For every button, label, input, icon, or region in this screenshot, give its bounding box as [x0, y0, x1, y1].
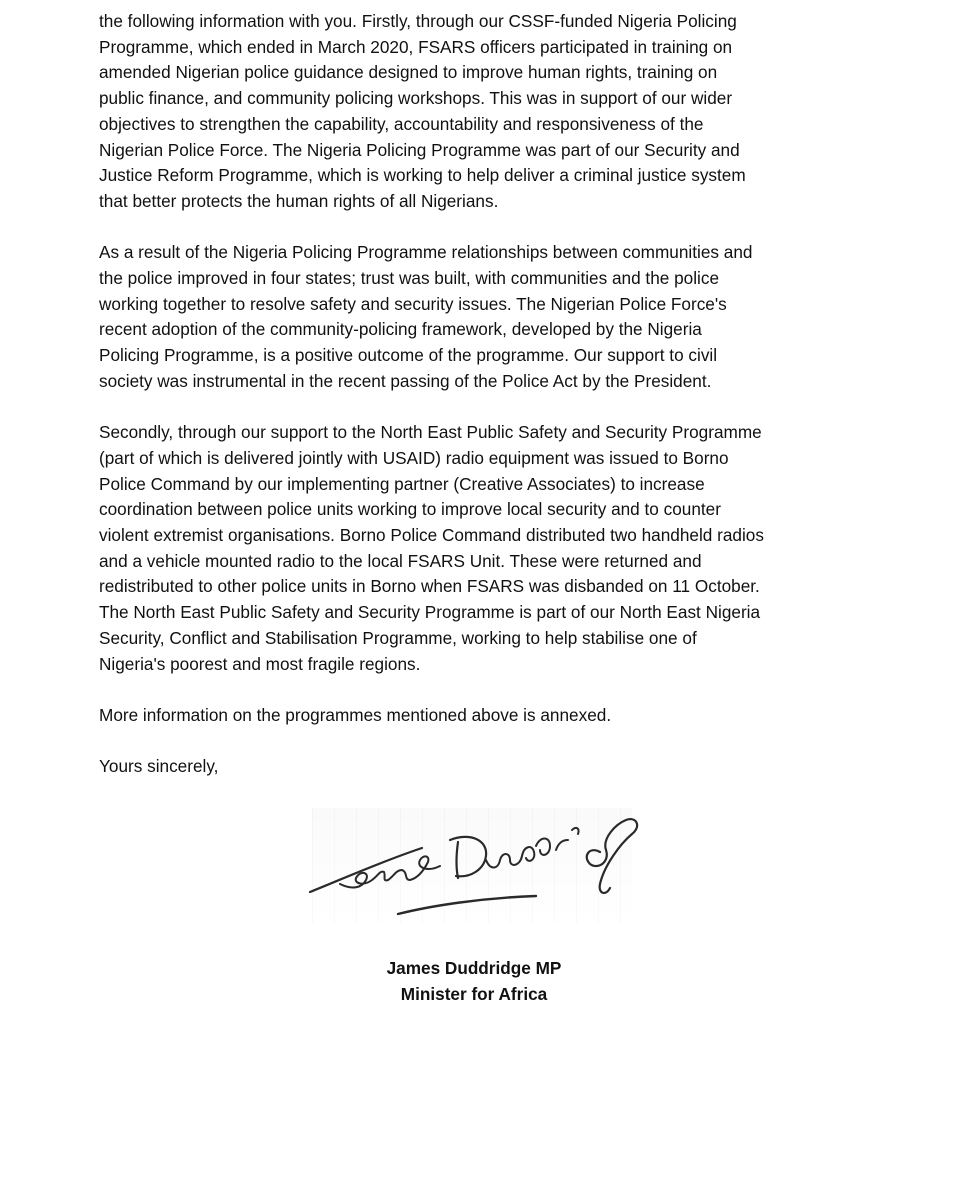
- text-line: that better protects the human rights of all Nigerians.: [99, 190, 499, 211]
- text-line: Justice Reform Programme, which is working to help deliver a criminal justice system: [99, 165, 746, 186]
- handwritten-signature: [300, 800, 660, 930]
- text-line: working together to resolve safety and security issues. The Nigerian Police Force's: [99, 293, 727, 314]
- paragraph-programme-results: [99, 240, 899, 394]
- text-line: society was instrumental in the recent passing of the Police Act by the President.: [99, 370, 712, 391]
- text-line: the following information with you. Firstly, through our CSSF-funded Nigeria Policing: [99, 11, 737, 31]
- paragraph-north-east-programme: [99, 420, 899, 677]
- text-line: amended Nigerian police guidance designed to improve human rights, training on: [99, 62, 718, 83]
- text-line: More information on the programmes mentioned above is annexed.: [99, 704, 612, 725]
- text-line: Policing Programme, is a positive outcome of the programme. Our support to civil: [99, 345, 718, 366]
- paragraph-annex-note: [99, 703, 899, 729]
- text-line: Secondly, through our support to the North East Public Safety and Security Programme: [99, 422, 762, 443]
- text-line: Nigeria's poorest and most fragile regions.: [99, 653, 421, 674]
- text-line: Yours sincerely,: [99, 756, 219, 777]
- text-line: Nigerian Police Force. The Nigeria Policing Programme was part of our Security and: [99, 139, 740, 160]
- letter-body: [99, 9, 899, 780]
- text-line: public finance, and community policing workshops. This was in support of our wider: [99, 88, 733, 109]
- text-line: and a vehicle mounted radio to the local FSARS Unit. These were returned and: [99, 550, 702, 571]
- text-line: The North East Public Safety and Security Programme is part of our North East Nigeria: [99, 602, 761, 623]
- text-line: the police improved in four states; trust was built, with communities and the police: [99, 268, 720, 289]
- text-line: (part of which is delivered jointly with USAID) radio equipment was issued to Borno: [99, 447, 729, 468]
- signatory-title: Minister for Africa: [400, 983, 548, 1004]
- signatory-block: [300, 956, 648, 1007]
- text-line: recent adoption of the community-policing framework, developed by the Nigeria: [99, 319, 702, 340]
- text-line: Security, Conflict and Stabilisation Programme, working to help stabilise one of: [99, 627, 697, 648]
- text-line: redistributed to other police units in Borno when FSARS was disbanded on 11 October.: [99, 576, 760, 597]
- text-line: Police Command by our implementing partner (Creative Associates) to increase: [99, 473, 705, 494]
- paragraph-programme-training: [99, 9, 899, 215]
- signatory-name: James Duddridge MP: [386, 958, 562, 978]
- text-line: As a result of the Nigeria Policing Programme relationships between communities and: [99, 242, 753, 263]
- text-line: objectives to strengthen the capability, accountability and responsiveness of the: [99, 113, 704, 134]
- text-line: coordination between police units working to improve local security and to counter: [99, 499, 721, 520]
- text-line: Programme, which ended in March 2020, FSARS officers participated in training on: [99, 36, 733, 57]
- closing-salutation: [99, 754, 899, 780]
- text-line: violent extremist organisations. Borno Police Command distributed two handheld radios: [99, 525, 764, 546]
